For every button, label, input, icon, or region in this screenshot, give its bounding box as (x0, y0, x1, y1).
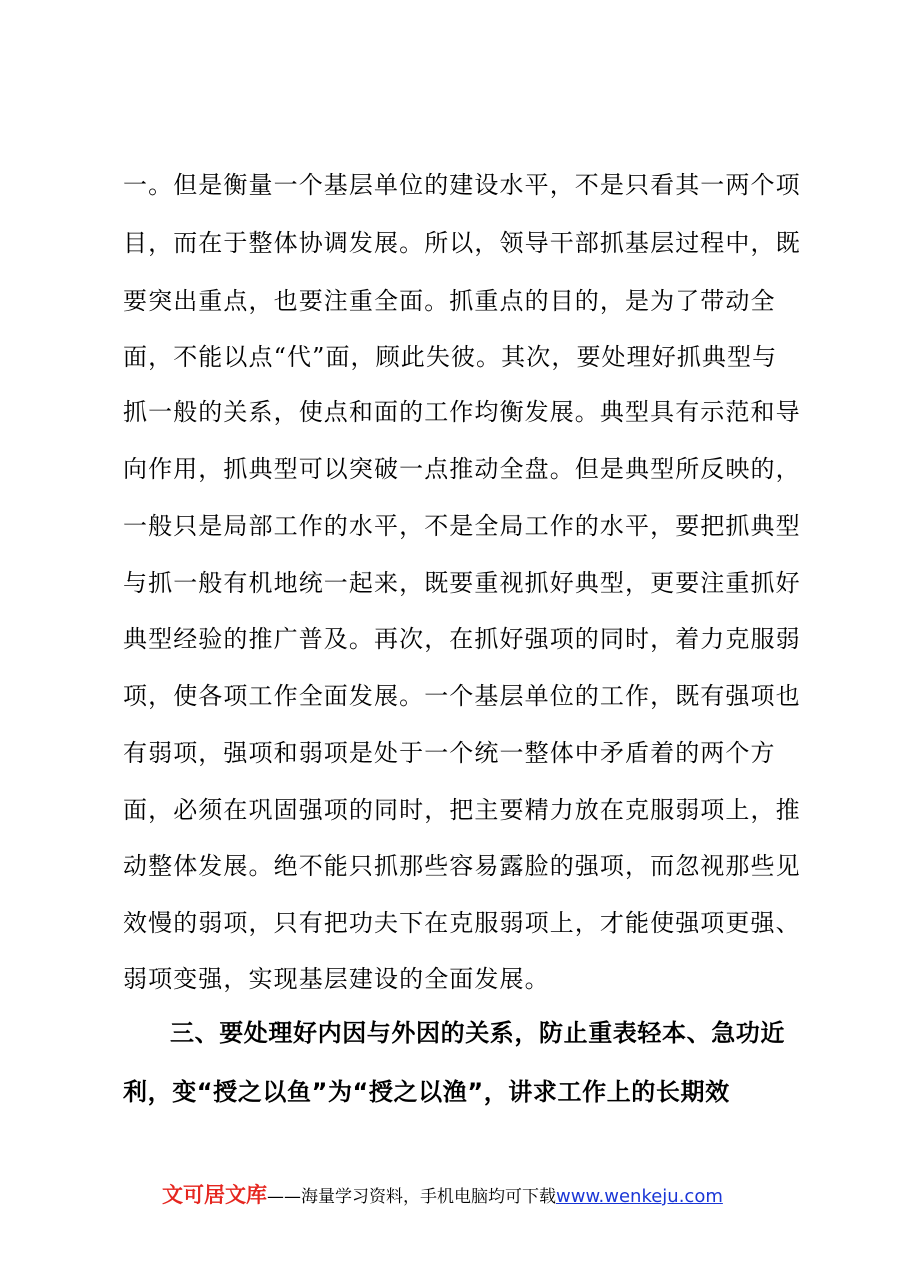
section-heading-line: 利，变“授之以鱼”为“授之以渔”，讲求工作上的长期效 (123, 1078, 730, 1106)
body-line: 向作用，抓典型可以突破一点推动全盘。但是典型所反映的， (123, 455, 801, 483)
footer-banner (162, 1181, 723, 1211)
body-line: 要突出重点，也要注重全面。抓重点的目的，是为了带动全 (123, 287, 776, 315)
section-heading-line: 三、要处理好内因与外因的关系，防止重表轻本、急功近 (170, 1019, 785, 1047)
body-line: 抓一般的关系，使点和面的工作均衡发展。典型具有示范和导 (123, 398, 801, 426)
body-line: 弱项变强，实现基层建设的全面发展。 (123, 965, 550, 993)
body-line: 面，不能以点“代”面，顾此失彼。其次，要处理好抓典型与 (123, 343, 778, 371)
brand-name: 文可居文库 (162, 1183, 267, 1207)
website-link[interactable]: www.wenkeju.com (556, 1186, 723, 1207)
body-line: 面，必须在巩固强项的同时，把主要精力放在克服弱项上，推 (123, 796, 801, 824)
body-line: 动整体发展。绝不能只抓那些容易露脸的强项，而忽视那些见 (123, 852, 801, 880)
body-line: 有弱项，强项和弱项是处于一个统一整体中矛盾着的两个方 (123, 739, 776, 767)
body-line: 典型经验的推广普及。再次，在抓好强项的同时，着力克服弱 (123, 625, 801, 653)
body-line: 目，而在于整体协调发展。所以，领导干部抓基层过程中，既 (123, 229, 801, 257)
body-line: 项，使各项工作全面发展。一个基层单位的工作，既有强项也 (123, 682, 801, 710)
footer-tagline: ——海量学习资料，手机电脑均可下载 (267, 1187, 556, 1207)
body-line: 效慢的弱项，只有把功夫下在克服弱项上，才能使强项更强、 (123, 909, 801, 937)
body-line: 与抓一般有机地统一起来，既要重视抓好典型，更要注重抓好 (123, 569, 801, 597)
body-line: 一。但是衡量一个基层单位的建设水平，不是只看其一两个项 (123, 171, 801, 199)
body-line: 一般只是局部工作的水平，不是全局工作的水平，要把抓典型 (123, 512, 801, 540)
